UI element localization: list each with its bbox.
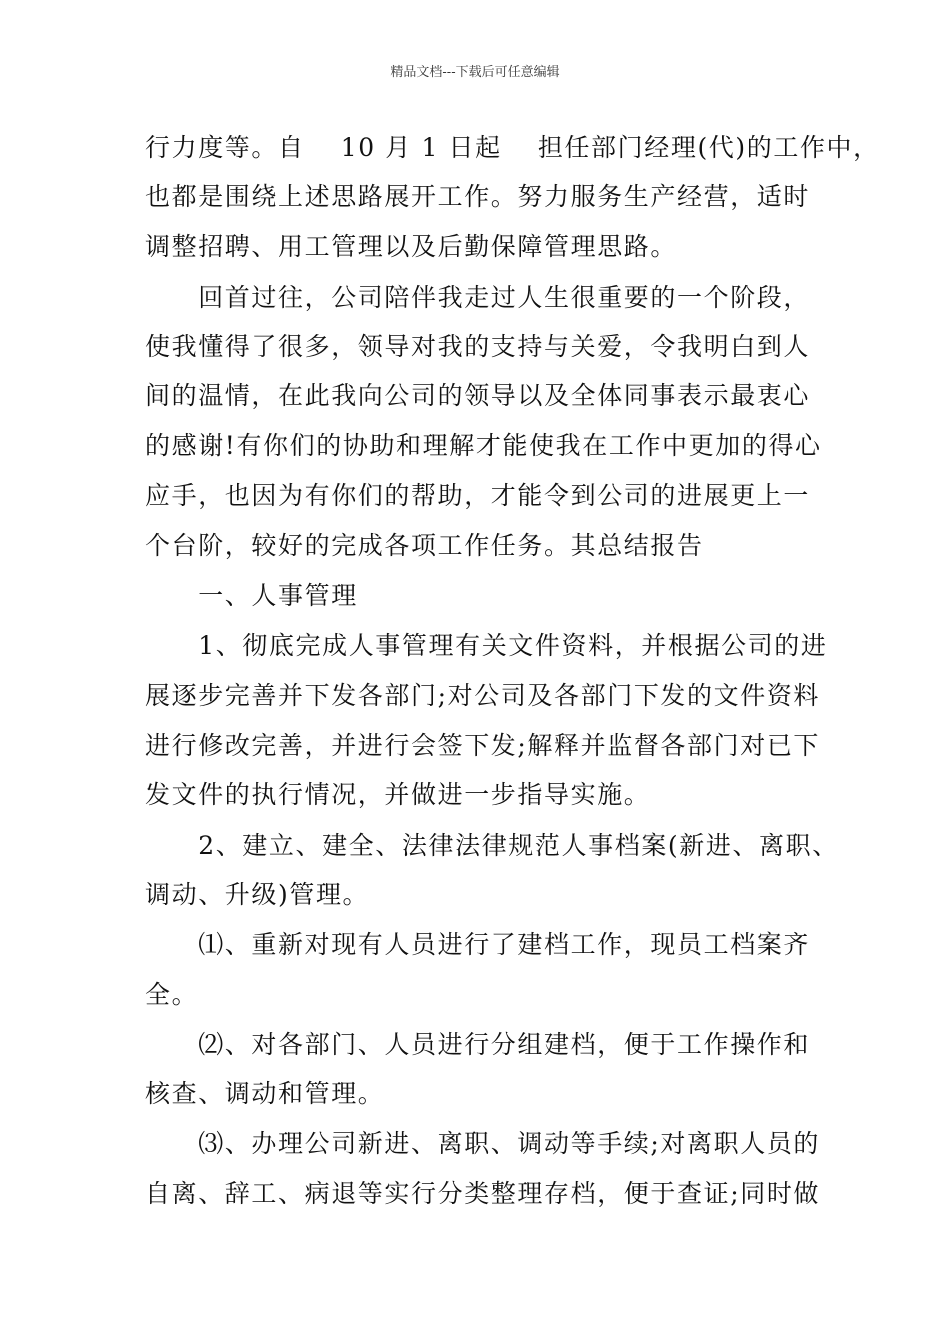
body-line: ⑶、办理公司新进、离职、调动等手续;对离职人员的 (145, 1129, 821, 1158)
body-line: 1、彻底完成人事管理有关文件资料，并根据公司的进 (145, 631, 828, 660)
body-line: ⑵、对各部门、人员进行分组建档，便于工作操作和 (145, 1030, 811, 1059)
body-line: 展逐步完善并下发各部门;对公司及各部门下发的文件资料 (145, 681, 821, 710)
body-line: 自离、辞工、病退等实行分类整理存档，便于查证;同时做 (145, 1179, 821, 1208)
body-line: 行力度等。自 10 月 1 日起 担任部门经理(代)的工作中， (145, 133, 880, 162)
body-line: 也都是围绕上述思路展开工作。努力服务生产经营，适时 (145, 182, 811, 211)
body-line: 调动、升级)管理。 (145, 880, 370, 909)
body-line: 核查、调动和管理。 (145, 1079, 385, 1108)
body-line: ⑴、重新对现有人员进行了建档工作，现员工档案齐 (145, 930, 811, 959)
body-line: 回首过往，公司陪伴我走过人生很重要的一个阶段， (145, 283, 811, 312)
body-line: 发文件的执行情况，并做进一步指导实施。 (145, 780, 651, 809)
body-line: 调整招聘、用工管理以及后勤保障管理思路。 (145, 232, 678, 261)
body-line: 的感谢!有你们的协助和理解才能使我在工作中更加的得心 (145, 431, 822, 460)
body-line: 进行修改完善，并进行会签下发;解释并监督各部门对已下 (145, 731, 821, 760)
body-line: 应手，也因为有你们的帮助，才能令到公司的进展更上一 (145, 481, 811, 510)
page-header: 精品文档---下载后可任意编辑 (390, 65, 560, 80)
body-line: 个台阶，较好的完成各项工作任务。其总结报告 (145, 531, 704, 560)
section-heading: 一、人事管理 (145, 581, 358, 610)
body-line: 使我懂得了很多，领导对我的支持与关爱，令我明白到人 (145, 332, 811, 361)
body-line: 2、建立、建全、法律法律规范人事档案(新进、离职、 (145, 831, 839, 860)
body-line: 间的温情，在此我向公司的领导以及全体同事表示最衷心 (145, 381, 811, 410)
body-line: 全。 (145, 980, 199, 1009)
